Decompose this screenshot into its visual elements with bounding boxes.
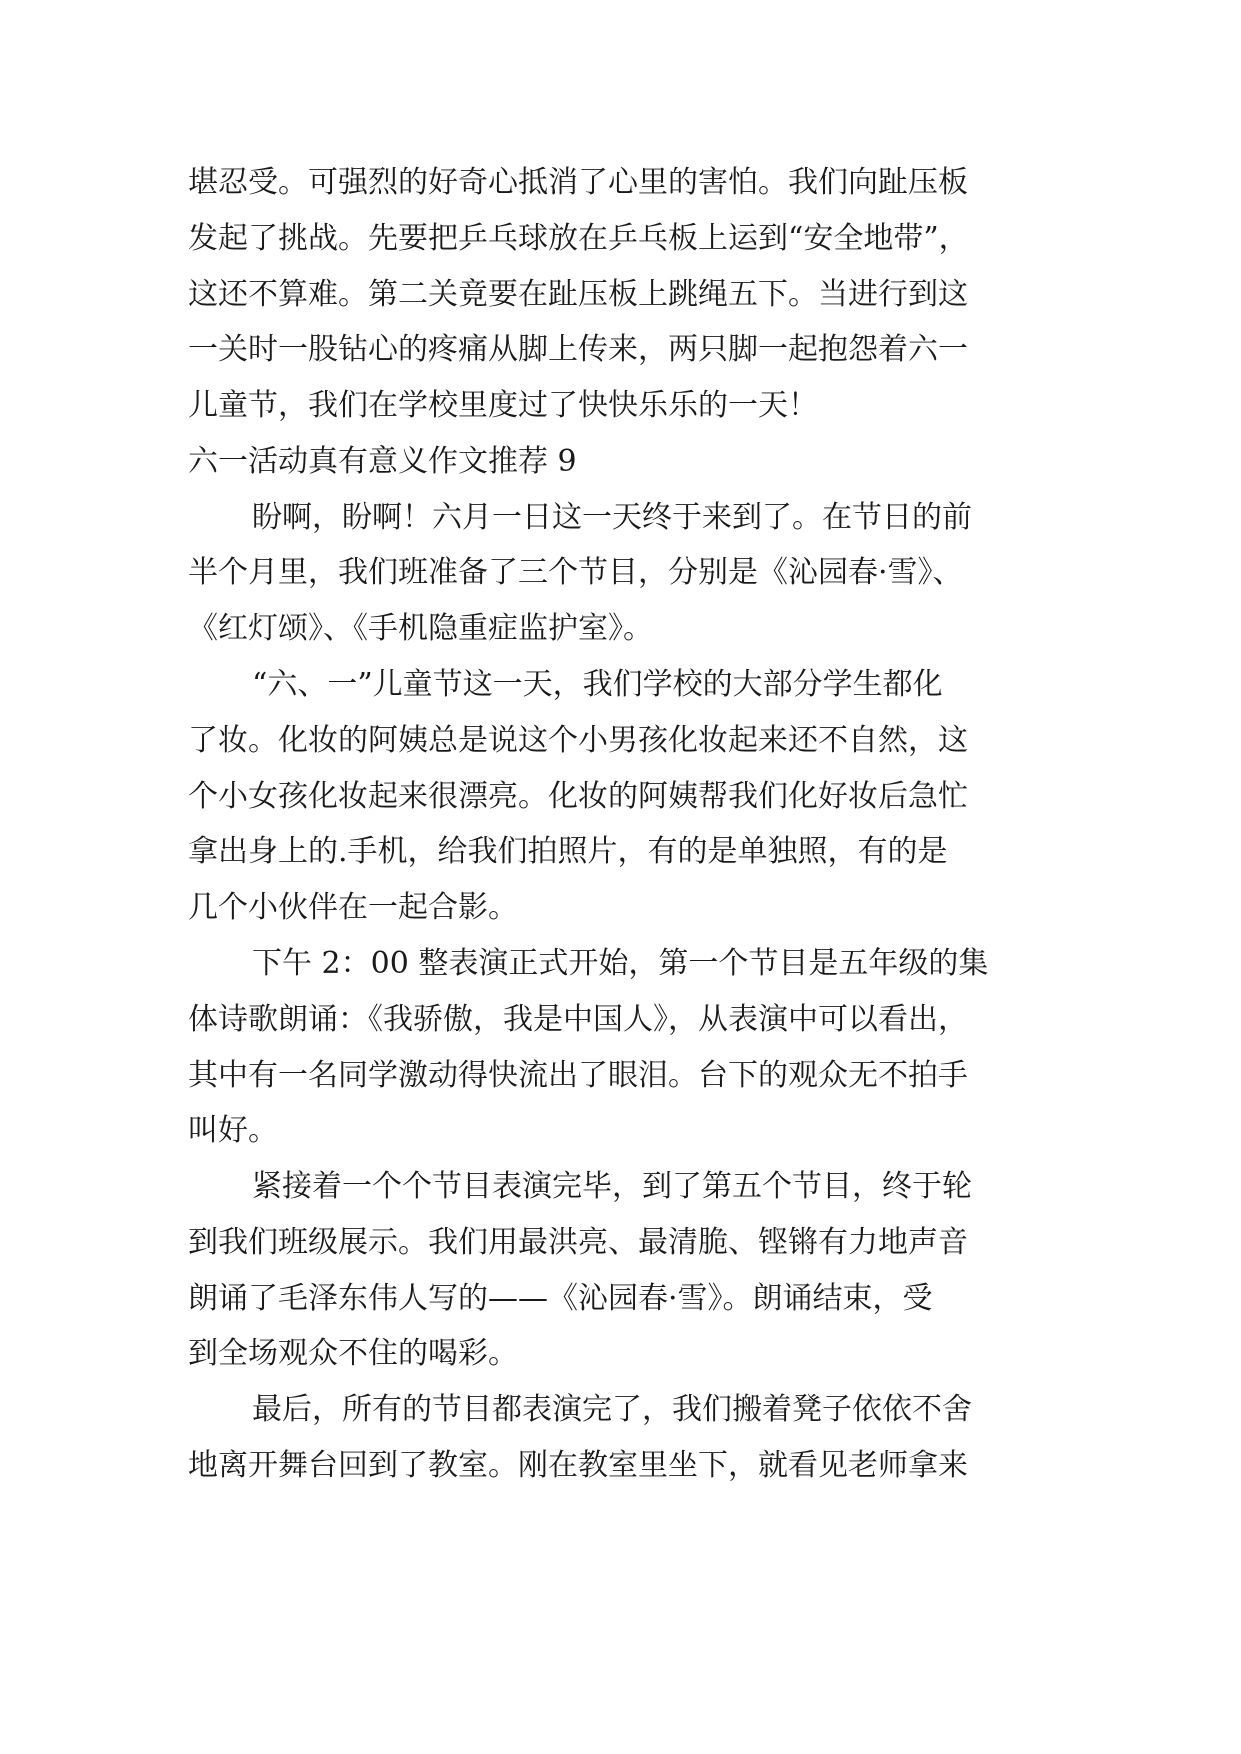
text-line: 堪忍受。可强烈的好奇心抵消了心里的害怕。我们向趾压板 (188, 165, 968, 200)
text-line: 几个小伙伴在一起合影。 (188, 890, 518, 925)
text-line: 其中有一名同学激动得快流出了眼泪。台下的观众无不拍手 (188, 1058, 968, 1093)
text-line: 朗诵了毛泽东伟人写的——《沁园春·雪》。朗诵结束，受 (188, 1281, 933, 1316)
text-line: “六、一”儿童节这一天，我们学校的大部分学生都化 (252, 667, 943, 702)
text-line: 体诗歌朗诵：《我骄傲，我是中国人》，从表演中可以看出， (188, 1002, 968, 1037)
text-line: 了妆。化妆的阿姨总是说这个小男孩化妆起来还不自然，这 (188, 723, 968, 758)
text-line: 半个月里，我们班准备了三个节目，分别是《沁园春·雪》、 (188, 555, 963, 590)
text-line: 最后，所有的节目都表演完了，我们搬着凳子依依不舍 (252, 1392, 972, 1427)
text-line: 儿童节，我们在学校里度过了快快乐乐的一天！ (188, 388, 818, 423)
section-heading: 六一活动真有意义作文推荐 9 (188, 444, 577, 479)
text-line: 下午 2：00 整表演正式开始，第一个节目是五年级的集 (252, 946, 989, 981)
text-line: 发起了挑战。先要把乒乓球放在乒乓板上运到“安全地带”， (188, 221, 969, 256)
text-line: 叫好。 (188, 1113, 278, 1148)
text-line: 拿出身上的.手机，给我们拍照片，有的是单独照，有的是 (188, 834, 948, 869)
text-line: 地离开舞台回到了教室。刚在教室里坐下，就看见老师拿来 (188, 1448, 968, 1483)
text-line: 个小女孩化妆起来很漂亮。化妆的阿姨帮我们化好妆后急忙 (188, 779, 968, 814)
text-line: 《红灯颂》、《手机隐重症监护室》。 (188, 611, 653, 646)
text-line: 一关时一股钻心的疼痛从脚上传来，两只脚一起抱怨着六一 (188, 332, 968, 367)
text-line: 这还不算难。第二关竟要在趾压板上跳绳五下。当进行到这 (188, 277, 968, 312)
text-line: 到我们班级展示。我们用最洪亮、最清脆、铿锵有力地声音 (188, 1225, 968, 1260)
text-line: 紧接着一个个节目表演完毕，到了第五个节目，终于轮 (252, 1169, 972, 1204)
text-line: 盼啊，盼啊！六月一日这一天终于来到了。在节日的前 (252, 500, 972, 535)
text-line: 到全场观众不住的喝彩。 (188, 1336, 518, 1371)
